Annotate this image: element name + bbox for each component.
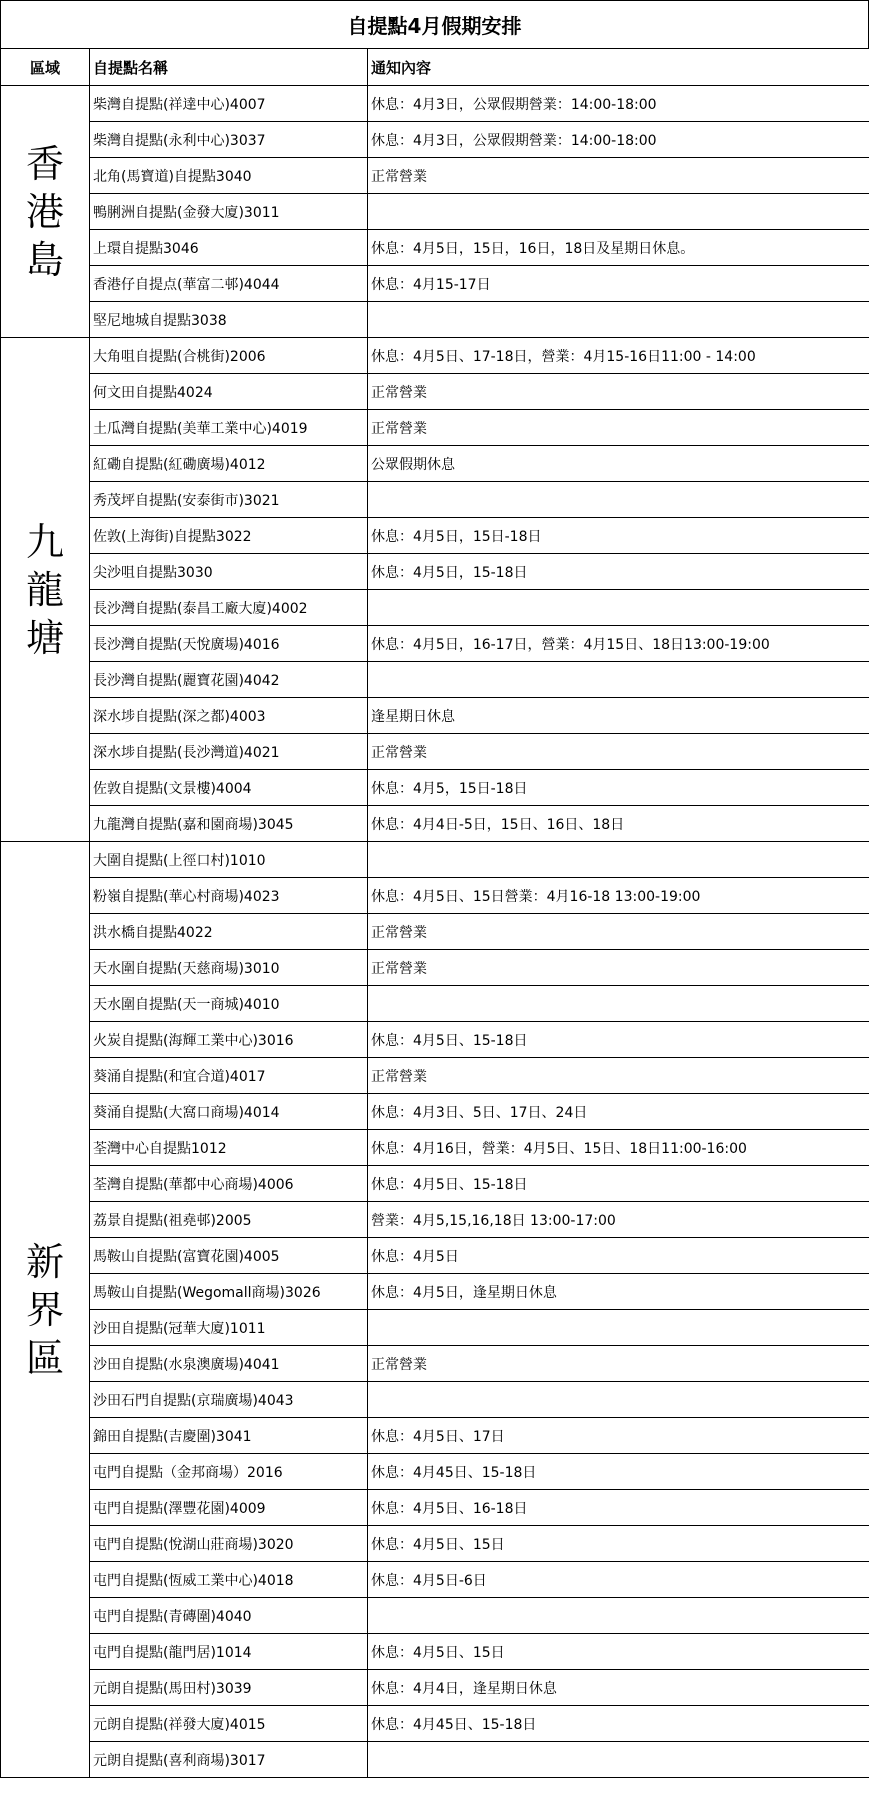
pickup-point-name: 馬鞍山自提點(富寶花園)4005 xyxy=(90,1238,368,1274)
pickup-point-name: 沙田石門自提點(京瑞廣場)4043 xyxy=(90,1382,368,1418)
pickup-point-name: 長沙灣自提點(泰昌工廠大廈)4002 xyxy=(90,590,368,626)
pickup-point-name: 屯門自提點(悅湖山莊商場)3020 xyxy=(90,1526,368,1562)
notice-content: 休息：4月5，15日-18日 xyxy=(368,770,869,806)
table-row xyxy=(1,1022,869,1058)
notice-content: 休息：4月5日、15日 xyxy=(368,1526,869,1562)
pickup-point-name: 屯門自提點(青磚圍)4040 xyxy=(90,1598,368,1634)
pickup-point-name: 屯門自提點(恆威工業中心)4018 xyxy=(90,1562,368,1598)
table-row xyxy=(1,1094,869,1130)
pickup-point-name: 秀茂坪自提點(安泰街市)3021 xyxy=(90,482,368,518)
notice-content: 休息：4月5日、17日 xyxy=(368,1418,869,1454)
table-row xyxy=(1,878,869,914)
pickup-point-name: 元朗自提點(祥發大廈)4015 xyxy=(90,1706,368,1742)
pickup-point-name: 柴灣自提點(祥達中心)4007 xyxy=(90,86,368,122)
table-row xyxy=(1,1562,869,1598)
region-char: 龍 xyxy=(25,567,64,612)
pickup-point-name: 紅磡自提點(紅磡廣場)4012 xyxy=(90,446,368,482)
schedule-body xyxy=(1,86,869,1778)
region-char: 島 xyxy=(25,237,64,282)
table-row xyxy=(1,554,869,590)
table-row xyxy=(1,1166,869,1202)
notice-content xyxy=(368,842,869,878)
notice-content: 休息：4月3日，公眾假期營業：14:00-18:00 xyxy=(368,86,869,122)
table-row xyxy=(1,1742,869,1778)
pickup-point-name: 屯門自提點（金邦商場）2016 xyxy=(90,1454,368,1490)
table-row xyxy=(1,914,869,950)
pickup-point-name: 上環自提點3046 xyxy=(90,230,368,266)
table-row xyxy=(1,950,869,986)
pickup-point-name: 屯門自提點(澤豐花園)4009 xyxy=(90,1490,368,1526)
pickup-point-name: 沙田自提點(冠華大廈)1011 xyxy=(90,1310,368,1346)
pickup-point-name: 粉嶺自提點(華心村商場)4023 xyxy=(90,878,368,914)
pickup-point-name: 屯門自提點(龍門居)1014 xyxy=(90,1634,368,1670)
table-row xyxy=(1,662,869,698)
pickup-point-name: 深水埗自提點(長沙灣道)4021 xyxy=(90,734,368,770)
table-row xyxy=(1,626,869,662)
notice-content: 休息：4月45日、15-18日 xyxy=(368,1706,869,1742)
region-cell xyxy=(1,338,90,842)
table-row xyxy=(1,734,869,770)
notice-content: 休息：4月5日，15-18日 xyxy=(368,554,869,590)
notice-content xyxy=(368,662,869,698)
notice-content: 休息：4月4日，逢星期日休息 xyxy=(368,1670,869,1706)
notice-content: 正常營業 xyxy=(368,914,869,950)
pickup-point-name: 深水埗自提點(深之都)4003 xyxy=(90,698,368,734)
notice-content: 正常營業 xyxy=(368,1346,869,1382)
pickup-point-name: 北角(馬寶道)自提點3040 xyxy=(90,158,368,194)
table-row xyxy=(1,590,869,626)
table-row xyxy=(1,842,869,878)
region-char: 港 xyxy=(25,189,64,234)
table-row xyxy=(1,1418,869,1454)
notice-content: 休息：4月4日-5日，15日、16日、18日 xyxy=(368,806,869,842)
table-row xyxy=(1,86,869,122)
table-row xyxy=(1,302,869,338)
table-row xyxy=(1,1130,869,1166)
notice-content: 休息：4月5日、16-18日 xyxy=(368,1490,869,1526)
notice-content: 休息：4月5日 xyxy=(368,1238,869,1274)
table-row xyxy=(1,1310,869,1346)
notice-content: 休息：4月5日，16-17日，營業：4月15日、18日13:00-19:00 xyxy=(368,626,869,662)
pickup-point-name: 土瓜灣自提點(美華工業中心)4019 xyxy=(90,410,368,446)
notice-content xyxy=(368,302,869,338)
pickup-point-name: 香港仔自提点(華富二邨)4044 xyxy=(90,266,368,302)
table-row xyxy=(1,698,869,734)
notice-content: 公眾假期休息 xyxy=(368,446,869,482)
table-row xyxy=(1,1058,869,1094)
notice-content: 休息：4月15-17日 xyxy=(368,266,869,302)
schedule-table xyxy=(0,48,869,1778)
table-row xyxy=(1,1670,869,1706)
header-row xyxy=(1,49,869,86)
table-row xyxy=(1,266,869,302)
region-char: 界 xyxy=(25,1287,64,1332)
table-row xyxy=(1,1598,869,1634)
table-row xyxy=(1,770,869,806)
notice-content: 休息：4月5日-6日 xyxy=(368,1562,869,1598)
notice-content: 休息：4月5日，15日-18日 xyxy=(368,518,869,554)
pickup-point-name: 長沙灣自提點(麗寶花園)4042 xyxy=(90,662,368,698)
table-row xyxy=(1,446,869,482)
pickup-point-name: 葵涌自提點(大窩口商場)4014 xyxy=(90,1094,368,1130)
notice-content xyxy=(368,1310,869,1346)
table-row xyxy=(1,338,869,374)
pickup-point-name: 火炭自提點(海輝工業中心)3016 xyxy=(90,1022,368,1058)
pickup-point-name: 尖沙咀自提點3030 xyxy=(90,554,368,590)
pickup-point-name: 荃灣自提點(華都中心商場)4006 xyxy=(90,1166,368,1202)
table-row xyxy=(1,1490,869,1526)
pickup-point-name: 元朗自提點(喜利商場)3017 xyxy=(90,1742,368,1778)
notice-content xyxy=(368,482,869,518)
header-region: 區域 xyxy=(1,49,90,86)
pickup-point-name: 荃灣中心自提點1012 xyxy=(90,1130,368,1166)
pickup-point-name: 葵涌自提點(和宜合道)4017 xyxy=(90,1058,368,1094)
region-char: 新 xyxy=(25,1239,64,1284)
pickup-point-name: 沙田自提點(水泉澳廣場)4041 xyxy=(90,1346,368,1382)
table-row xyxy=(1,1706,869,1742)
notice-content: 休息：4月5日、15-18日 xyxy=(368,1166,869,1202)
table-row xyxy=(1,482,869,518)
notice-content: 正常營業 xyxy=(368,734,869,770)
pickup-point-name: 長沙灣自提點(天悅廣場)4016 xyxy=(90,626,368,662)
table-row xyxy=(1,1634,869,1670)
pickup-point-name: 大角咀自提點(合桃街)2006 xyxy=(90,338,368,374)
region-char: 香 xyxy=(25,141,64,186)
header-name: 自提點名稱 xyxy=(90,49,368,86)
table-row xyxy=(1,1274,869,1310)
table-row xyxy=(1,122,869,158)
notice-content xyxy=(368,1742,869,1778)
notice-content: 正常營業 xyxy=(368,158,869,194)
table-row xyxy=(1,1454,869,1490)
table-row xyxy=(1,1238,869,1274)
pickup-point-name: 洪水橋自提點4022 xyxy=(90,914,368,950)
header-notice: 通知內容 xyxy=(368,49,869,86)
notice-content: 休息：4月3日，公眾假期營業：14:00-18:00 xyxy=(368,122,869,158)
notice-content: 休息：4月5日，15日，16日，18日及星期日休息。 xyxy=(368,230,869,266)
notice-content: 正常營業 xyxy=(368,374,869,410)
table-row xyxy=(1,194,869,230)
pickup-point-name: 大圍自提點(上徑口村)1010 xyxy=(90,842,368,878)
table-row xyxy=(1,158,869,194)
notice-content: 休息：4月3日、5日、17日、24日 xyxy=(368,1094,869,1130)
notice-content xyxy=(368,590,869,626)
notice-content: 休息：4月5日、17-18日，營業：4月15-16日11:00 - 14:00 xyxy=(368,338,869,374)
region-char: 塘 xyxy=(25,615,64,660)
notice-content: 逢星期日休息 xyxy=(368,698,869,734)
notice-content xyxy=(368,1598,869,1634)
notice-content: 正常營業 xyxy=(368,950,869,986)
region-cell xyxy=(1,86,90,338)
notice-content: 休息：4月5日、15日營業：4月16-18 13:00-19:00 xyxy=(368,878,869,914)
notice-content xyxy=(368,194,869,230)
pickup-point-name: 堅尼地城自提點3038 xyxy=(90,302,368,338)
pickup-point-name: 馬鞍山自提點(Wegomall商場)3026 xyxy=(90,1274,368,1310)
region-char: 九 xyxy=(25,519,64,564)
pickup-point-name: 九龍灣自提點(嘉和園商場)3045 xyxy=(90,806,368,842)
pickup-point-name: 元朗自提點(馬田村)3039 xyxy=(90,1670,368,1706)
notice-content: 休息：4月5日，逢星期日休息 xyxy=(368,1274,869,1310)
pickup-point-name: 鴨脷洲自提點(金發大廈)3011 xyxy=(90,194,368,230)
pickup-point-name: 佐敦(上海街)自提點3022 xyxy=(90,518,368,554)
pickup-point-name: 天水圍自提點(天一商城)4010 xyxy=(90,986,368,1022)
pickup-point-name: 荔景自提點(祖堯邨)2005 xyxy=(90,1202,368,1238)
sheet-title: 自提點4月假期安排 xyxy=(0,0,869,49)
pickup-point-name: 柴灣自提點(永利中心)3037 xyxy=(90,122,368,158)
notice-content xyxy=(368,986,869,1022)
notice-content xyxy=(368,1382,869,1418)
table-row xyxy=(1,1526,869,1562)
notice-content: 營業：4月5,15,16,18日 13:00-17:00 xyxy=(368,1202,869,1238)
pickup-point-name: 天水圍自提點(天慈商場)3010 xyxy=(90,950,368,986)
pickup-point-name: 佐敦自提點(文景樓)4004 xyxy=(90,770,368,806)
table-row xyxy=(1,230,869,266)
pickup-point-name: 何文田自提點4024 xyxy=(90,374,368,410)
table-row xyxy=(1,806,869,842)
pickup-point-name: 錦田自提點(吉慶圍)3041 xyxy=(90,1418,368,1454)
table-row xyxy=(1,518,869,554)
notice-content: 休息：4月5日、15日 xyxy=(368,1634,869,1670)
table-row xyxy=(1,1202,869,1238)
notice-content: 休息：4月5日、15-18日 xyxy=(368,1022,869,1058)
table-row xyxy=(1,1382,869,1418)
table-row xyxy=(1,410,869,446)
table-row xyxy=(1,1346,869,1382)
notice-content: 正常營業 xyxy=(368,410,869,446)
table-row xyxy=(1,374,869,410)
region-cell xyxy=(1,842,90,1778)
notice-content: 正常營業 xyxy=(368,1058,869,1094)
region-char: 區 xyxy=(25,1335,64,1380)
notice-content: 休息：4月45日、15-18日 xyxy=(368,1454,869,1490)
notice-content: 休息：4月16日，營業：4月5日、15日、18日11:00-16:00 xyxy=(368,1130,869,1166)
table-row xyxy=(1,986,869,1022)
